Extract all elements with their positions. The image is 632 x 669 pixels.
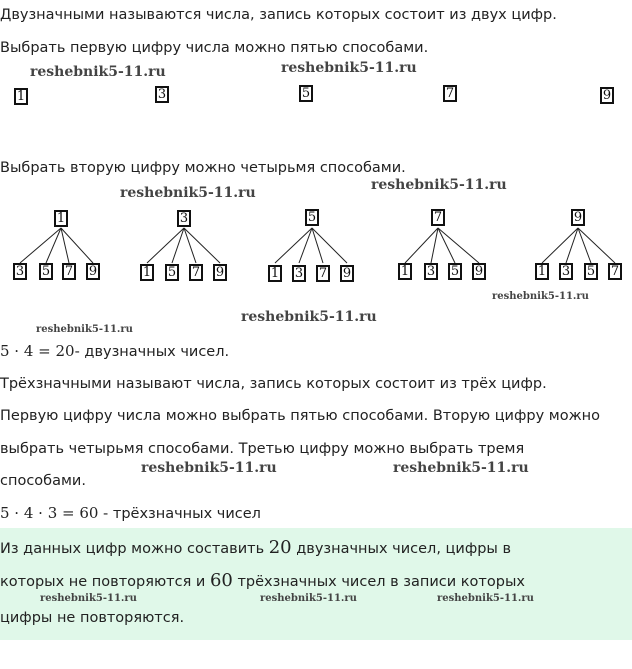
- watermark: reshebnik5-11.ru: [281, 60, 417, 76]
- answer-text: двузначных чисел, цифры в: [291, 541, 512, 557]
- tree-leaf-box: 5: [448, 263, 462, 280]
- equation-label: - трёхзначных чисел: [98, 506, 261, 522]
- tree-leaf-box: 1: [398, 263, 412, 280]
- answer-number: 60: [209, 570, 233, 591]
- tree-leaf-box: 7: [316, 265, 330, 282]
- tree-leaf-box: 9: [340, 265, 354, 282]
- tree-leaf-box: 7: [189, 264, 203, 281]
- digit-box: 7: [443, 85, 457, 102]
- watermark: reshebnik5-11.ru: [492, 291, 589, 302]
- tree-leaf-box: 3: [559, 263, 573, 280]
- watermark: reshebnik5-11.ru: [241, 309, 377, 325]
- tree-leaf-box: 5: [584, 263, 598, 280]
- watermark: reshebnik5-11.ru: [371, 177, 507, 193]
- answer-line-3: цифры не повторяются.: [0, 610, 185, 626]
- answer-line-2: [0, 571, 525, 592]
- digit-box: 9: [600, 87, 614, 104]
- equation-expression: 5 · 4 = 20: [0, 342, 75, 360]
- tree-leaf-box: 7: [608, 263, 622, 280]
- tree-leaf-box: 9: [472, 263, 486, 280]
- tree-leaf-box: 3: [292, 265, 306, 282]
- digit-box: 1: [14, 88, 28, 105]
- watermark: reshebnik5-11.ru: [393, 460, 529, 476]
- tree-leaf-box: 1: [268, 265, 282, 282]
- equation-label: - двузначных чисел.: [74, 344, 230, 360]
- watermark: reshebnik5-11.ru: [120, 185, 256, 201]
- answer-text: Из данных цифр можно составить: [0, 541, 269, 557]
- tree-leaf-box: 5: [39, 263, 53, 280]
- tree-leaf-box: 5: [165, 264, 179, 281]
- equation-three-digit: [0, 503, 261, 524]
- watermark: reshebnik5-11.ru: [437, 593, 534, 604]
- tree-leaf-box: 1: [140, 264, 154, 281]
- answer-text: которых не повторяются и: [0, 574, 210, 590]
- watermark: reshebnik5-11.ru: [260, 593, 357, 604]
- paragraph-two-digit-def: Двузначными называются числа, запись которых состоит из двух цифр.: [0, 7, 557, 23]
- paragraph-first-digit: Выбрать первую цифру числа можно пятью способами.: [0, 40, 429, 56]
- watermark: reshebnik5-11.ru: [30, 64, 166, 80]
- paragraph-three-digit-def: Трёхзначными называют числа, запись которых состоит из трёх цифр.: [0, 376, 547, 392]
- tree-leaf-box: 3: [424, 263, 438, 280]
- watermark: reshebnik5-11.ru: [40, 593, 137, 604]
- answer-line-1: [0, 538, 511, 559]
- equation-two-digit: [0, 341, 229, 362]
- tree-leaf-box: 1: [535, 263, 549, 280]
- answer-text: трёхзначных чисел в записи которых: [232, 574, 525, 590]
- digit-box: 5: [299, 85, 313, 102]
- paragraph-three-digit-ways-3: способами.: [0, 473, 86, 489]
- watermark: reshebnik5-11.ru: [141, 460, 277, 476]
- paragraph-three-digit-ways-1: Первую цифру числа можно выбрать пятью способами. Вторую цифру можно: [0, 408, 601, 424]
- answer-box: [0, 528, 632, 640]
- tree-leaf-box: 9: [86, 263, 100, 280]
- tree-root-box: 3: [177, 210, 191, 227]
- tree-root-box: 9: [571, 209, 585, 226]
- paragraph-three-digit-ways-2: выбрать четырьмя способами. Третью цифру можно выбрать тремя: [0, 441, 525, 457]
- tree-root-box: 1: [54, 210, 68, 227]
- tree-leaf-box: 3: [13, 263, 27, 280]
- tree-root-box: 5: [305, 209, 319, 226]
- answer-number: 20: [268, 537, 292, 558]
- watermark: reshebnik5-11.ru: [36, 324, 133, 335]
- tree-leaf-box: 7: [62, 263, 76, 280]
- tree-root-box: 7: [431, 209, 445, 226]
- tree-leaf-box: 9: [213, 264, 227, 281]
- equation-expression: 5 · 4 · 3 = 60: [0, 504, 99, 522]
- digit-box: 3: [155, 86, 169, 103]
- paragraph-second-digit: Выбрать вторую цифру можно четырьмя способами.: [0, 160, 406, 176]
